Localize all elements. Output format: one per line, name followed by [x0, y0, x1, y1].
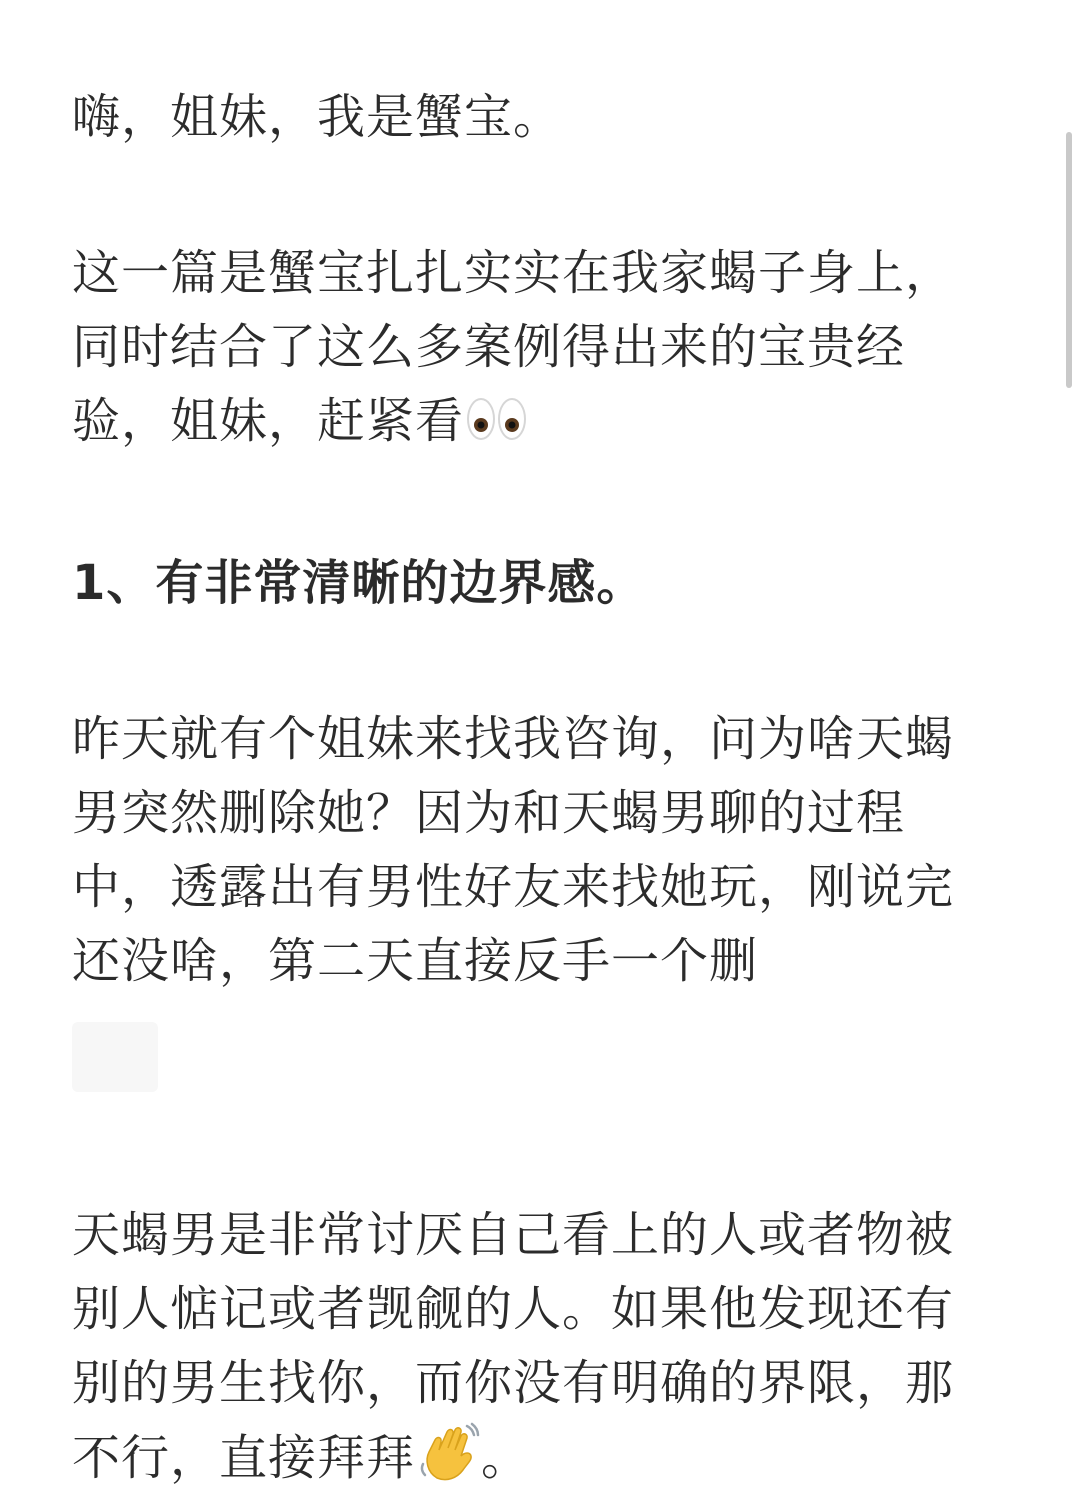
scrollbar[interactable] — [1066, 132, 1072, 388]
intro-text: 这一篇是蟹宝扎扎实实在我家蝎子身上，同时结合了这么多案例得出来的宝贵经验，姐妹，赶紧看 — [72, 245, 955, 449]
greeting-text: 嗨，姐妹，我是蟹宝。 — [72, 89, 563, 145]
eyes-icon — [466, 395, 528, 443]
waving-hand-icon — [417, 1420, 481, 1484]
article-body — [72, 80, 992, 1495]
explanation-end-text: 。 — [481, 1430, 531, 1486]
intro-paragraph — [72, 236, 992, 458]
story-paragraph: 昨天就有个姐妹来找我咨询，问为啥天蝎男突然删除她？因为和天蝎男聊的过程中，透露出有男性好友来找她玩，刚说完还没啥，第二天直接反手一个删 — [72, 711, 955, 989]
explanation-paragraph — [72, 1198, 992, 1495]
explanation-text: 天蝎男是非常讨厌自己看上的人或者物被别人惦记或者觊觎的人。如果他发现还有别的男生找你，而你没有明确的界限，那不行，直接拜拜 — [72, 1207, 955, 1486]
section-heading: 1、有非常清晰的边界感。 — [72, 555, 646, 611]
blank-placeholder — [72, 1022, 158, 1092]
